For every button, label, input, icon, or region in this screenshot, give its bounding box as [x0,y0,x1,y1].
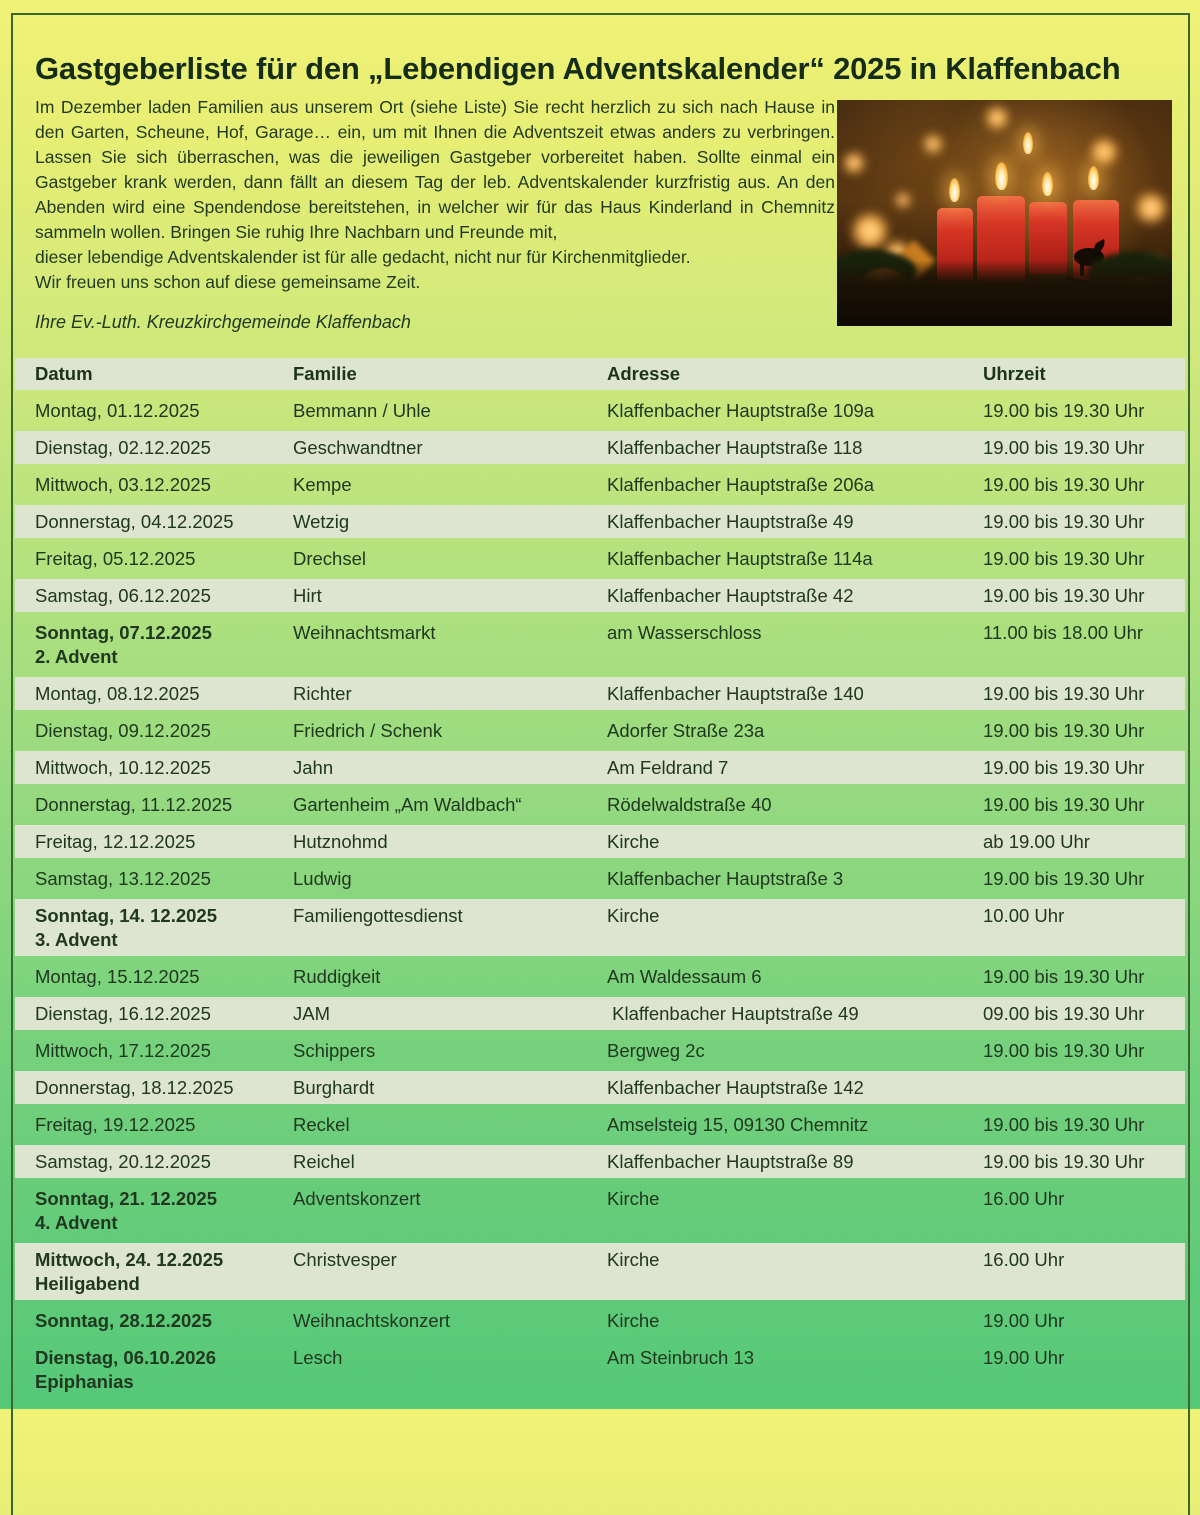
intro-line: Wir freuen uns schon auf diese gemeinsame Zeit. [35,272,421,292]
cell-datum [15,966,293,988]
cell-familie: Lesch [293,1347,343,1368]
cell-adresse: Klaffenbacher Hauptstraße 89 [607,1150,854,1172]
cell-uhrzeit: 19.00 bis 19.30 Uhr [983,1113,1145,1135]
cell-familie: Geschwandtner [293,436,423,458]
cell-adresse: Kirche [607,830,660,852]
table-row [15,1341,1185,1398]
cell-adresse: Kirche [607,1188,660,1209]
cell-adresse: Klaffenbacher Hauptstraße 3 [607,867,844,889]
cell-datum [15,1310,293,1332]
cell-uhrzeit: 19.00 bis 19.30 Uhr [983,756,1145,778]
cell-familie: Jahn [293,756,334,778]
cell-adresse: Bergweg 2c [607,1039,705,1061]
cell-familie: Burghardt [293,1076,375,1098]
cell-familie: Christvesper [293,1249,397,1270]
bokeh-light [895,192,911,208]
wreath-shadow-band [837,260,1172,326]
datum-line1: Freitag, 12.12.2025 [35,830,196,852]
table-row [15,394,1185,427]
table-row [15,960,1185,993]
datum-line1: Montag, 08.12.2025 [35,682,200,704]
datum-line1: Sonntag, 21. 12.2025 [35,1188,218,1209]
candle-flame [1088,166,1099,190]
intro-line: Lassen Sie sich überraschen, was die jeweiligen Gastgeber vorbereitet haben. Sollte einmal ein [35,147,835,167]
datum-line1: Montag, 15.12.2025 [35,965,200,987]
cell-uhrzeit: 19.00 bis 19.30 Uhr [983,719,1145,741]
bokeh-light [1135,192,1167,224]
intro-paragraph [35,95,835,295]
datum-line1: Samstag, 13.12.2025 [35,867,211,889]
table-row [15,1034,1185,1067]
cell-familie: Kempe [293,473,352,495]
intro-line: Gastgeber krank werden, dann fällt an diesem Tag der leb. Adventskalender kurzfristig aus. An den [35,172,835,192]
intro-line: Abenden wird eine Spendendose bereitstehen, in welcher wir für das Haus Kinderland in Chemnitz [35,197,835,217]
cell-uhrzeit: 19.00 bis 19.30 Uhr [983,867,1145,889]
table-row [15,1182,1185,1239]
table-row [15,579,1185,612]
cell-datum [15,1248,293,1296]
advent-wreath-photo [837,100,1172,326]
cell-familie: Schippers [293,1039,376,1061]
cell-datum [15,1040,293,1062]
cell-adresse: Klaffenbacher Hauptstraße 118 [607,436,863,458]
cell-adresse: Klaffenbacher Hauptstraße 49 [607,510,854,532]
datum-line1: Samstag, 06.12.2025 [35,584,211,606]
cell-adresse: Adorfer Straße 23a [607,719,765,741]
candle-flame [949,178,960,202]
cell-datum [15,1187,293,1235]
header-familie: Familie [293,363,357,384]
cell-datum [15,621,293,669]
table-row [15,714,1185,747]
table-header-row [15,358,1185,390]
table-row [15,862,1185,895]
datum-line2: Epiphanias [35,1371,134,1392]
bokeh-light [843,152,865,174]
datum-line1: Montag, 01.12.2025 [35,399,200,421]
signature-line: Ihre Ev.-Luth. Kreuzkirchgemeinde Klaffenbach [35,312,411,332]
datum-line1: Sonntag, 14. 12.2025 [35,905,218,926]
cell-familie: Friedrich / Schenk [293,719,443,741]
cell-datum [15,1077,293,1099]
cell-familie: Hutznohmd [293,830,388,852]
header-uhrzeit: Uhrzeit [983,363,1046,384]
cell-uhrzeit: 16.00 Uhr [983,1188,1065,1209]
cell-familie: Reckel [293,1113,350,1135]
datum-line1: Samstag, 20.12.2025 [35,1150,211,1172]
intro-line: sammeln wollen. Bringen Sie ruhig Ihre Nachbarn und Freunde mit, [35,222,558,242]
cell-uhrzeit: 19.00 bis 19.30 Uhr [983,510,1145,532]
cell-familie: JAM [293,1002,330,1024]
cell-uhrzeit: 19.00 bis 19.30 Uhr [983,793,1145,815]
cell-familie: Gartenheim „Am Waldbach“ [293,793,522,815]
datum-line1: Sonntag, 07.12.2025 [35,622,212,643]
table-row [15,1071,1185,1104]
cell-uhrzeit: 19.00 bis 19.30 Uhr [983,473,1145,495]
cell-familie: Ludwig [293,867,352,889]
cell-datum [15,511,293,533]
cell-familie: Reichel [293,1150,355,1172]
cell-datum [15,400,293,422]
cell-familie: Weihnachtsmarkt [293,622,436,643]
cell-adresse: Kirche [607,905,660,926]
datum-line2: 4. Advent [35,1212,118,1233]
cell-datum [15,1114,293,1136]
table-row [15,997,1185,1030]
host-table [15,358,1185,1402]
table-row [15,899,1185,956]
intro-line: dieser lebendige Adventskalender ist für alle gedacht, nicht nur für Kirchenmitglieder. [35,247,691,267]
table-row [15,751,1185,784]
cell-uhrzeit: 19.00 bis 19.30 Uhr [983,1039,1145,1061]
cell-uhrzeit: ab 19.00 Uhr [983,830,1090,852]
cell-familie: Wetzig [293,510,350,532]
intro-line: Im Dezember laden Familien aus unserem Ort (siehe Liste) Sie recht herzlich zu sich nach Hause in [35,97,835,117]
cell-adresse: Rödelwaldstraße 40 [607,793,772,815]
cell-uhrzeit: 19.00 bis 19.30 Uhr [983,584,1145,606]
table-row [15,1243,1185,1300]
bokeh-light [851,212,889,250]
datum-line2: Heiligabend [35,1273,140,1294]
candle-flame [995,162,1008,190]
bokeh-light [923,134,943,154]
cell-datum [15,904,293,952]
page-title: Gastgeberliste für den „Lebendigen Adventskalender“ 2025 in Klaffenbach [35,50,1121,86]
datum-line1: Freitag, 05.12.2025 [35,547,196,569]
datum-line1: Donnerstag, 18.12.2025 [35,1076,234,1098]
cell-adresse: Klaffenbacher Hauptstraße 42 [607,584,854,606]
table-row [15,1304,1185,1337]
cell-datum [15,831,293,853]
cell-datum [15,437,293,459]
cell-adresse: Kirche [607,1309,660,1331]
cell-familie: Hirt [293,584,322,606]
datum-line1: Donnerstag, 04.12.2025 [35,510,234,532]
cell-familie: Weihnachtskonzert [293,1309,450,1331]
header-datum: Datum [35,363,93,384]
table-row [15,431,1185,464]
cell-uhrzeit: 16.00 Uhr [983,1249,1065,1270]
datum-line1: Mittwoch, 03.12.2025 [35,473,211,495]
cell-familie: Drechsel [293,547,366,569]
cell-datum [15,1346,293,1394]
table-row [15,1108,1185,1141]
datum-line2: 2. Advent [35,646,118,667]
table-row [15,616,1185,673]
cell-familie: Richter [293,682,352,704]
datum-line2: 3. Advent [35,929,118,950]
bokeh-light [985,106,1009,130]
cell-datum [15,585,293,607]
cell-uhrzeit: 10.00 Uhr [983,905,1065,926]
datum-line1: Sonntag, 28.12.2025 [35,1309,212,1331]
datum-line1: Dienstag, 02.12.2025 [35,436,211,458]
cell-datum [15,474,293,496]
candle-flame [1023,132,1033,154]
table-row [15,825,1185,858]
cell-adresse: Klaffenbacher Hauptstraße 49 [607,1002,859,1024]
cell-adresse: Klaffenbacher Hauptstraße 140 [607,682,864,704]
cell-adresse: Amselsteig 15, 09130 Chemnitz [607,1113,869,1135]
table-row [15,468,1185,501]
table-row [15,677,1185,710]
cell-familie: Bemmann / Uhle [293,399,431,421]
cell-uhrzeit: 19.00 Uhr [983,1347,1065,1368]
cell-adresse: Am Waldessaum 6 [607,965,762,987]
header-adresse: Adresse [607,363,681,384]
table-body [15,394,1185,1398]
cell-adresse: am Wasserschloss [607,622,762,643]
datum-line1: Mittwoch, 17.12.2025 [35,1039,211,1061]
table-row [15,1145,1185,1178]
cell-datum [15,1003,293,1025]
cell-datum [15,720,293,742]
datum-line1: Donnerstag, 11.12.2025 [35,793,233,815]
cell-adresse: Klaffenbacher Hauptstraße 142 [607,1076,864,1098]
cell-adresse: Klaffenbacher Hauptstraße 206a [607,473,875,495]
datum-line1: Dienstag, 09.12.2025 [35,719,211,741]
cell-adresse: Klaffenbacher Hauptstraße 114a [607,547,873,569]
datum-line1: Freitag, 19.12.2025 [35,1113,196,1135]
datum-line1: Dienstag, 16.12.2025 [35,1002,211,1024]
bokeh-light [1090,138,1118,166]
candle-flame [1042,172,1053,196]
datum-line1: Mittwoch, 10.12.2025 [35,756,211,778]
cell-uhrzeit: 19.00 bis 19.30 Uhr [983,436,1145,458]
cell-familie: Adventskonzert [293,1188,421,1209]
cell-datum [15,757,293,779]
cell-uhrzeit: 19.00 bis 19.30 Uhr [983,1150,1145,1172]
cell-datum [15,683,293,705]
cell-uhrzeit: 19.00 bis 19.30 Uhr [983,399,1145,421]
cell-datum [15,548,293,570]
cell-uhrzeit: 19.00 bis 19.30 Uhr [983,965,1145,987]
datum-line1: Mittwoch, 24. 12.2025 [35,1249,224,1270]
intro-line: den Garten, Scheune, Hof, Garage… ein, um mit Ihnen die Adventszeit etwas anders zu verbringen. [35,122,835,142]
cell-adresse: Am Feldrand 7 [607,756,729,778]
cell-familie: Familiengottesdienst [293,905,463,926]
cell-uhrzeit: 11.00 bis 18.00 Uhr [983,622,1144,643]
cell-uhrzeit: 19.00 bis 19.30 Uhr [983,547,1145,569]
cell-datum [15,1151,293,1173]
cell-datum [15,868,293,890]
datum-line1: Dienstag, 06.10.2026 [35,1347,216,1368]
cell-uhrzeit: 19.00 bis 19.30 Uhr [983,682,1145,704]
cell-uhrzeit: 19.00 Uhr [983,1309,1065,1331]
cell-adresse: Kirche [607,1249,660,1270]
cell-adresse: Klaffenbacher Hauptstraße 109a [607,399,875,421]
cell-adresse: Am Steinbruch 13 [607,1347,755,1368]
table-row [15,542,1185,575]
table-row [15,788,1185,821]
table-row [15,505,1185,538]
cell-datum [15,794,293,816]
cell-familie: Ruddigkeit [293,965,381,987]
cell-uhrzeit: 09.00 bis 19.30 Uhr [983,1002,1145,1024]
